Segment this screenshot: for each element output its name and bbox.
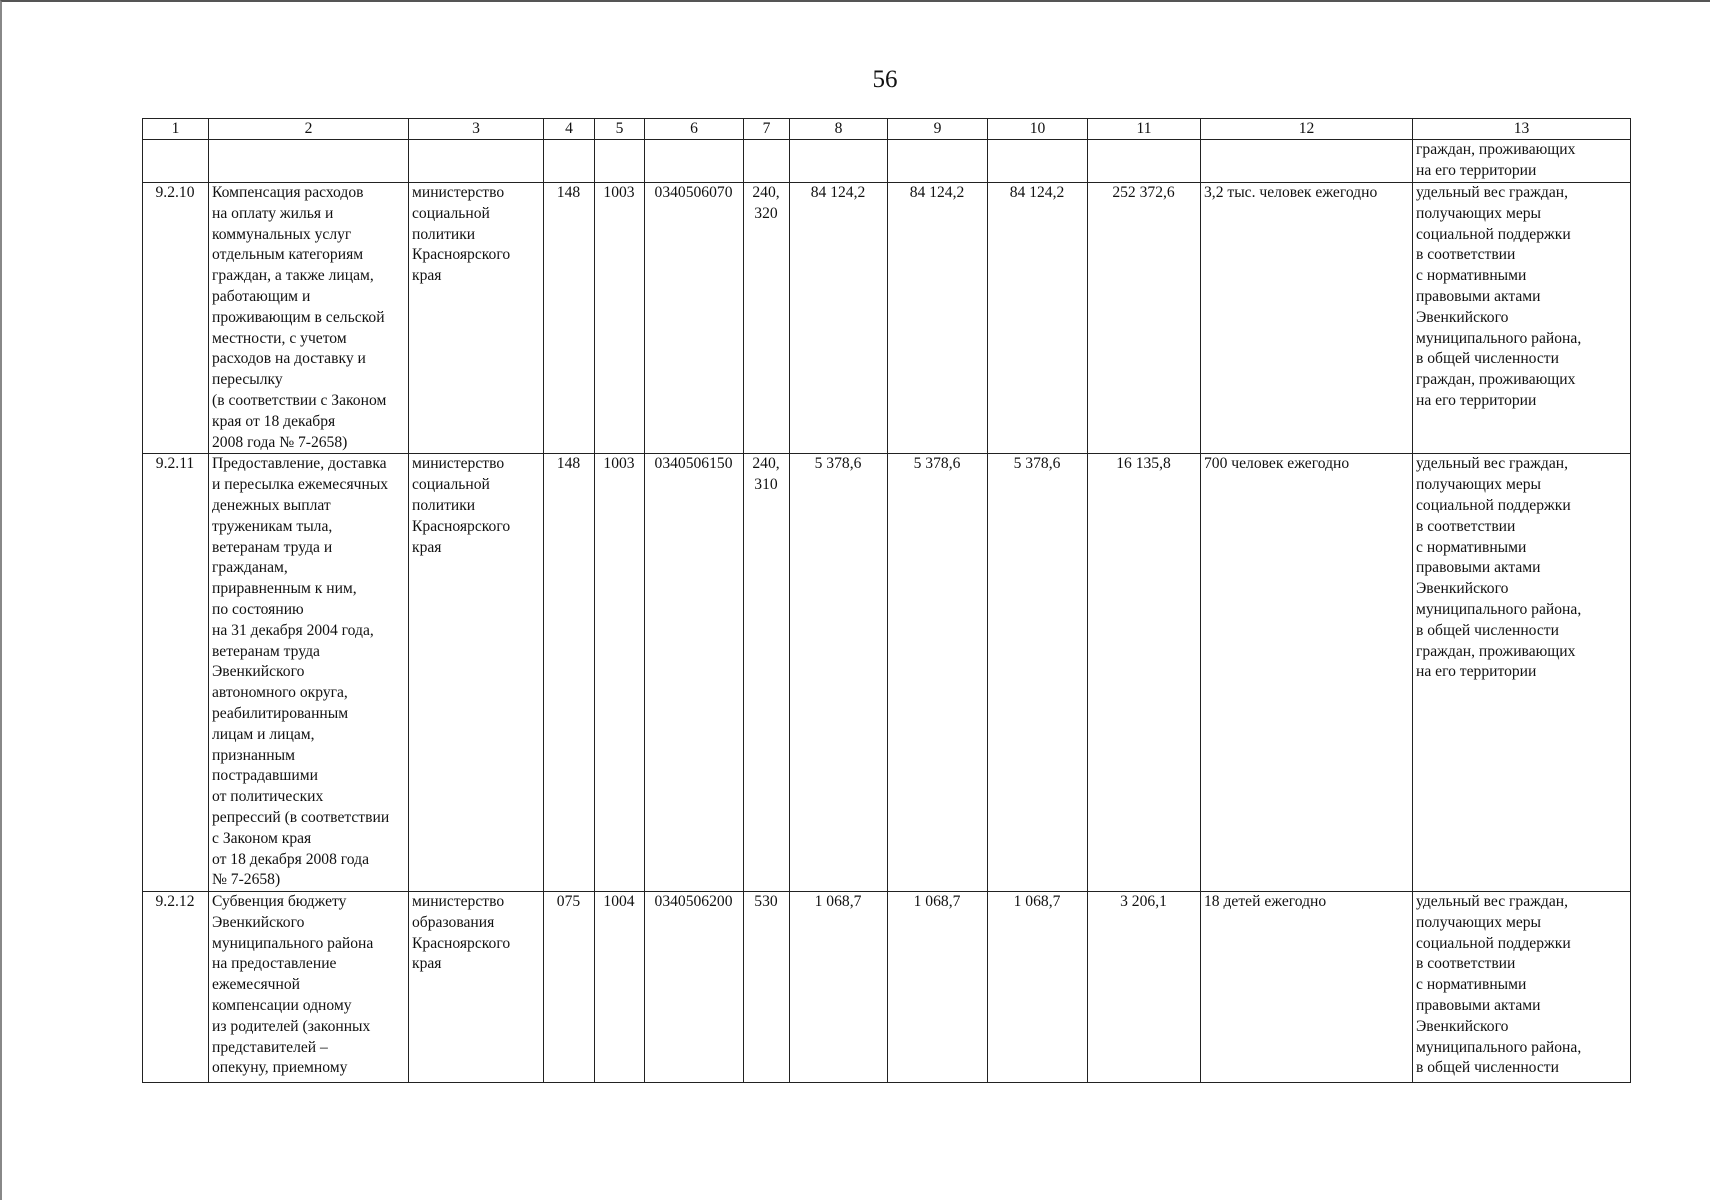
cell-rzpr: 1003 — [595, 183, 645, 454]
header-cell: 1 — [143, 119, 209, 140]
cell-measure: Компенсация расходов на оплату жилья и коммунальных услуг отдельным категориям граждан, а также лицам, работающим и проживающим в сельской местности, с учетом расходов на доставку и пересылку (в соответствии с Законом края от 18 декабря 2008 года № 7-2658) — [209, 183, 409, 454]
cell-total: 16 135,8 — [1088, 454, 1201, 892]
cell-amount-1: 84 124,2 — [790, 183, 888, 454]
cell-amount-3: 1 068,7 — [988, 892, 1088, 1083]
header-cell: 11 — [1088, 119, 1201, 140]
cell-result: 3,2 тыс. человек ежегодно — [1201, 183, 1413, 454]
table-row — [143, 454, 1631, 892]
table-header-row — [143, 119, 1631, 140]
cell-amount-2: 1 068,7 — [888, 892, 988, 1083]
cell-csr — [645, 140, 744, 183]
cell-amount-1: 1 068,7 — [790, 892, 888, 1083]
cell-total — [1088, 140, 1201, 183]
cell-administrator: министерство социальной политики Красноярского края — [409, 183, 544, 454]
page-number: 56 — [872, 66, 898, 93]
cell-indicator: удельный вес граждан, получающих меры социальной поддержки в соответствии с нормативными правовыми актами Эвенкийского муниципального района, в общей численности — [1413, 892, 1631, 1083]
cell-indicator: граждан, проживающих на его территории — [1413, 140, 1631, 183]
cell-number: 9.2.11 — [143, 454, 209, 892]
cell-grbs — [544, 140, 595, 183]
cell-total: 252 372,6 — [1088, 183, 1201, 454]
cell-number — [143, 140, 209, 183]
cell-amount-1: 5 378,6 — [790, 454, 888, 892]
cell-administrator — [409, 140, 544, 183]
cell-csr: 0340506150 — [645, 454, 744, 892]
cell-grbs: 148 — [544, 183, 595, 454]
header-cell: 10 — [988, 119, 1088, 140]
cell-number: 9.2.12 — [143, 892, 209, 1083]
header-cell: 13 — [1413, 119, 1631, 140]
cell-vr: 240, 320 — [744, 183, 790, 454]
cell-grbs: 075 — [544, 892, 595, 1083]
cell-total: 3 206,1 — [1088, 892, 1201, 1083]
header-cell: 7 — [744, 119, 790, 140]
cell-indicator: удельный вес граждан, получающих меры социальной поддержки в соответствии с нормативными правовыми актами Эвенкийского муниципального района, в общей численности граждан, проживающих на его территории — [1413, 454, 1631, 892]
table-row — [143, 183, 1631, 454]
header-cell: 3 — [409, 119, 544, 140]
cell-number: 9.2.10 — [143, 183, 209, 454]
header-cell: 2 — [209, 119, 409, 140]
cell-result: 700 человек ежегодно — [1201, 454, 1413, 892]
cell-amount-3: 84 124,2 — [988, 183, 1088, 454]
cell-rzpr: 1003 — [595, 454, 645, 892]
table-row — [143, 140, 1631, 183]
data-table — [142, 118, 1631, 1083]
header-cell: 6 — [645, 119, 744, 140]
cell-amount-3: 5 378,6 — [988, 454, 1088, 892]
cell-administrator: министерство образования Красноярского края — [409, 892, 544, 1083]
cell-grbs: 148 — [544, 454, 595, 892]
header-cell: 8 — [790, 119, 888, 140]
cell-amount-3 — [988, 140, 1088, 183]
cell-vr: 240, 310 — [744, 454, 790, 892]
cell-amount-1 — [790, 140, 888, 183]
table-row — [143, 892, 1631, 1083]
cell-amount-2 — [888, 140, 988, 183]
cell-vr: 530 — [744, 892, 790, 1083]
cell-indicator: удельный вес граждан, получающих меры социальной поддержки в соответствии с нормативными правовыми актами Эвенкийского муниципального района, в общей численности граждан, проживающих на его территории — [1413, 183, 1631, 454]
cell-csr: 0340506070 — [645, 183, 744, 454]
cell-measure: Субвенция бюджету Эвенкийского муниципального района на предоставление ежемесячной компенсации одному из родителей (законных представителей – опекуну, приемному — [209, 892, 409, 1083]
cell-result: 18 детей ежегодно — [1201, 892, 1413, 1083]
cell-amount-2: 5 378,6 — [888, 454, 988, 892]
cell-csr: 0340506200 — [645, 892, 744, 1083]
header-cell: 12 — [1201, 119, 1413, 140]
header-cell: 9 — [888, 119, 988, 140]
cell-result — [1201, 140, 1413, 183]
cell-amount-2: 84 124,2 — [888, 183, 988, 454]
cell-measure: Предоставление, доставка и пересылка ежемесячных денежных выплат труженикам тыла, ветеранам труда и гражданам, приравненным к ним, по состоянию на 31 декабря 2004 года, ветеранам труда Эвенкийского автономного округа, реабилитированным лицам и лицам, признанным пострадавшими от политических репрессий (в соответствии с Законом края от 18 декабря 2008 года № 7-2658) — [209, 454, 409, 892]
cell-rzpr — [595, 140, 645, 183]
cell-vr — [744, 140, 790, 183]
cell-measure — [209, 140, 409, 183]
header-cell: 5 — [595, 119, 645, 140]
cell-rzpr: 1004 — [595, 892, 645, 1083]
cell-administrator: министерство социальной политики Красноярского края — [409, 454, 544, 892]
header-cell: 4 — [544, 119, 595, 140]
